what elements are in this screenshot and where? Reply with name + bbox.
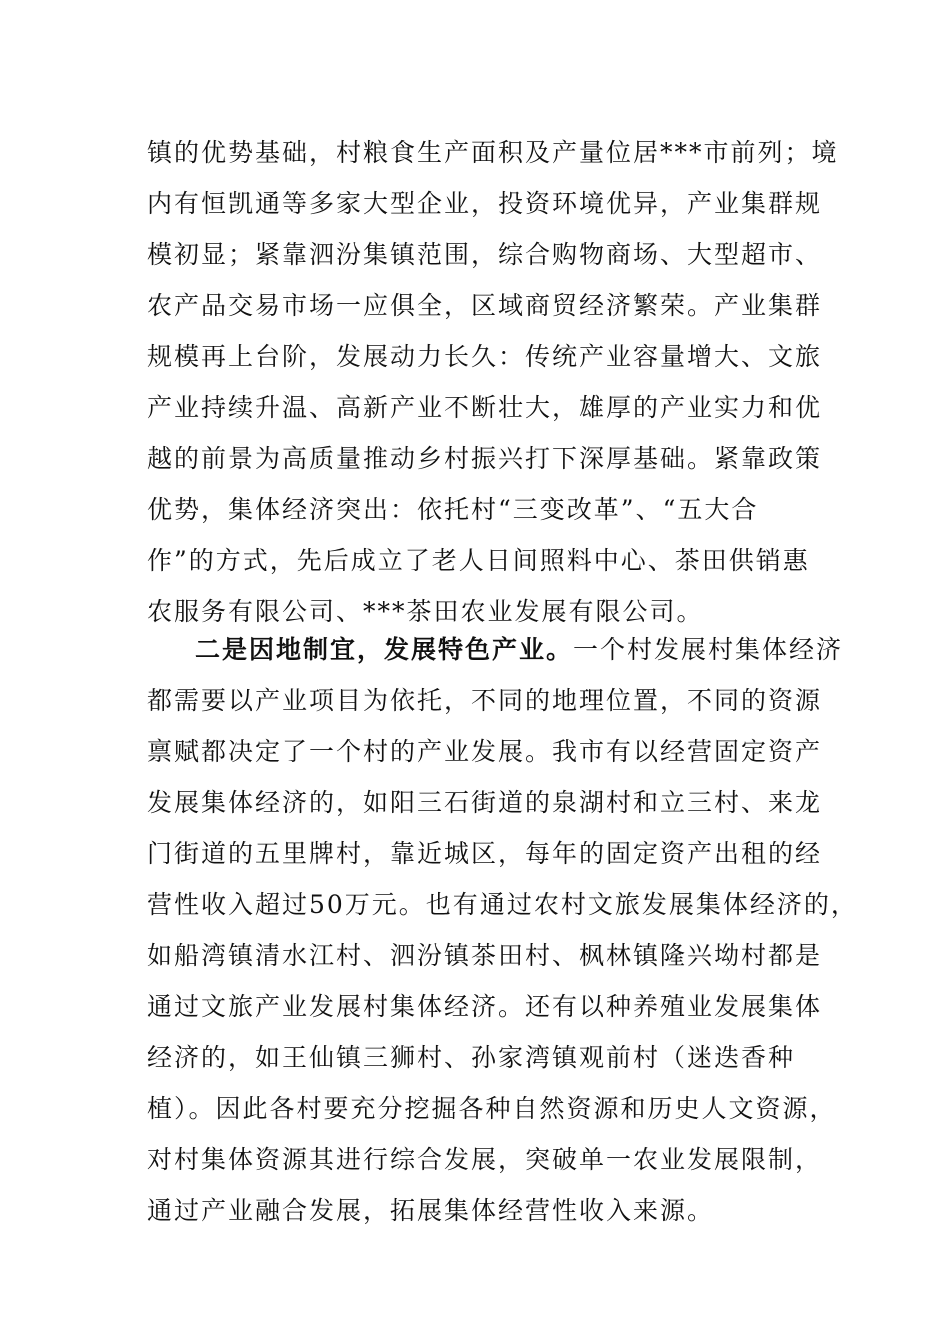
paragraph-line: 农产品交易市场一应俱全，区域商贸经济繁荣。产业集群 <box>147 291 823 320</box>
paragraph-line: 镇的优势基础，村粮食生产面积及产量位居***市前列；境 <box>147 138 839 167</box>
paragraph-2 <box>147 624 858 1236</box>
paragraph-line: 模初显；紧靠泗汾集镇范围，综合购物商场、大型超市、 <box>147 240 823 269</box>
paragraph-line: 越的前景为高质量推动乡村振兴打下深厚基础。紧靠政策 <box>147 444 823 473</box>
paragraph-line: 营性收入超过50万元。也有通过农村文旅发展集体经济的， <box>147 890 858 919</box>
paragraph-line: 农服务有限公司、***茶田农业发展有限公司。 <box>147 597 704 626</box>
paragraph-first-line <box>147 624 844 675</box>
paragraph-line: 发展集体经济的，如阳三石街道的泉湖村和立三村、来龙 <box>147 788 823 817</box>
paragraph-line: 通过文旅产业发展村集体经济。还有以种养殖业发展集体 <box>147 992 823 1021</box>
paragraph-line: 优势，集体经济突出：依托村“三变改革”、“五大合 <box>147 495 759 524</box>
paragraph-line: 都需要以产业项目为依托，不同的地理位置，不同的资源 <box>147 686 823 715</box>
paragraph-1 <box>147 127 839 637</box>
paragraph-line: 对村集体资源其进行综合发展，突破单一农业发展限制， <box>147 1145 823 1174</box>
paragraph-line: 门街道的五里牌村，靠近城区，每年的固定资产出租的经 <box>147 839 823 868</box>
paragraph-line: 禀赋都决定了一个村的产业发展。我市有以经营固定资产 <box>147 737 823 766</box>
paragraph-line: 作”的方式，先后成立了老人日间照料中心、茶田供销惠 <box>147 546 810 575</box>
section-heading: 二是因地制宜，发展特色产业。 <box>195 635 574 664</box>
paragraph-line: 规模再上台阶，发展动力长久：传统产业容量增大、文旅 <box>147 342 823 371</box>
paragraph-line: 经济的，如王仙镇三狮村、孙家湾镇观前村（迷迭香种 <box>147 1043 796 1072</box>
paragraph-line: 如船湾镇清水江村、泗汾镇茶田村、枫林镇隆兴坳村都是 <box>147 941 823 970</box>
paragraph-line: 通过产业融合发展，拓展集体经营性收入来源。 <box>147 1196 715 1225</box>
paragraph-line: 产业持续升温、高新产业不断壮大，雄厚的产业实力和优 <box>147 393 823 422</box>
paragraph-line: 内有恒凯通等多家大型企业，投资环境优异，产业集群规 <box>147 189 823 218</box>
paragraph-line: 植）。因此各村要充分挖掘各种自然资源和历史人文资源， <box>147 1094 837 1123</box>
paragraph-text: 一个村发展村集体经济 <box>573 635 844 664</box>
